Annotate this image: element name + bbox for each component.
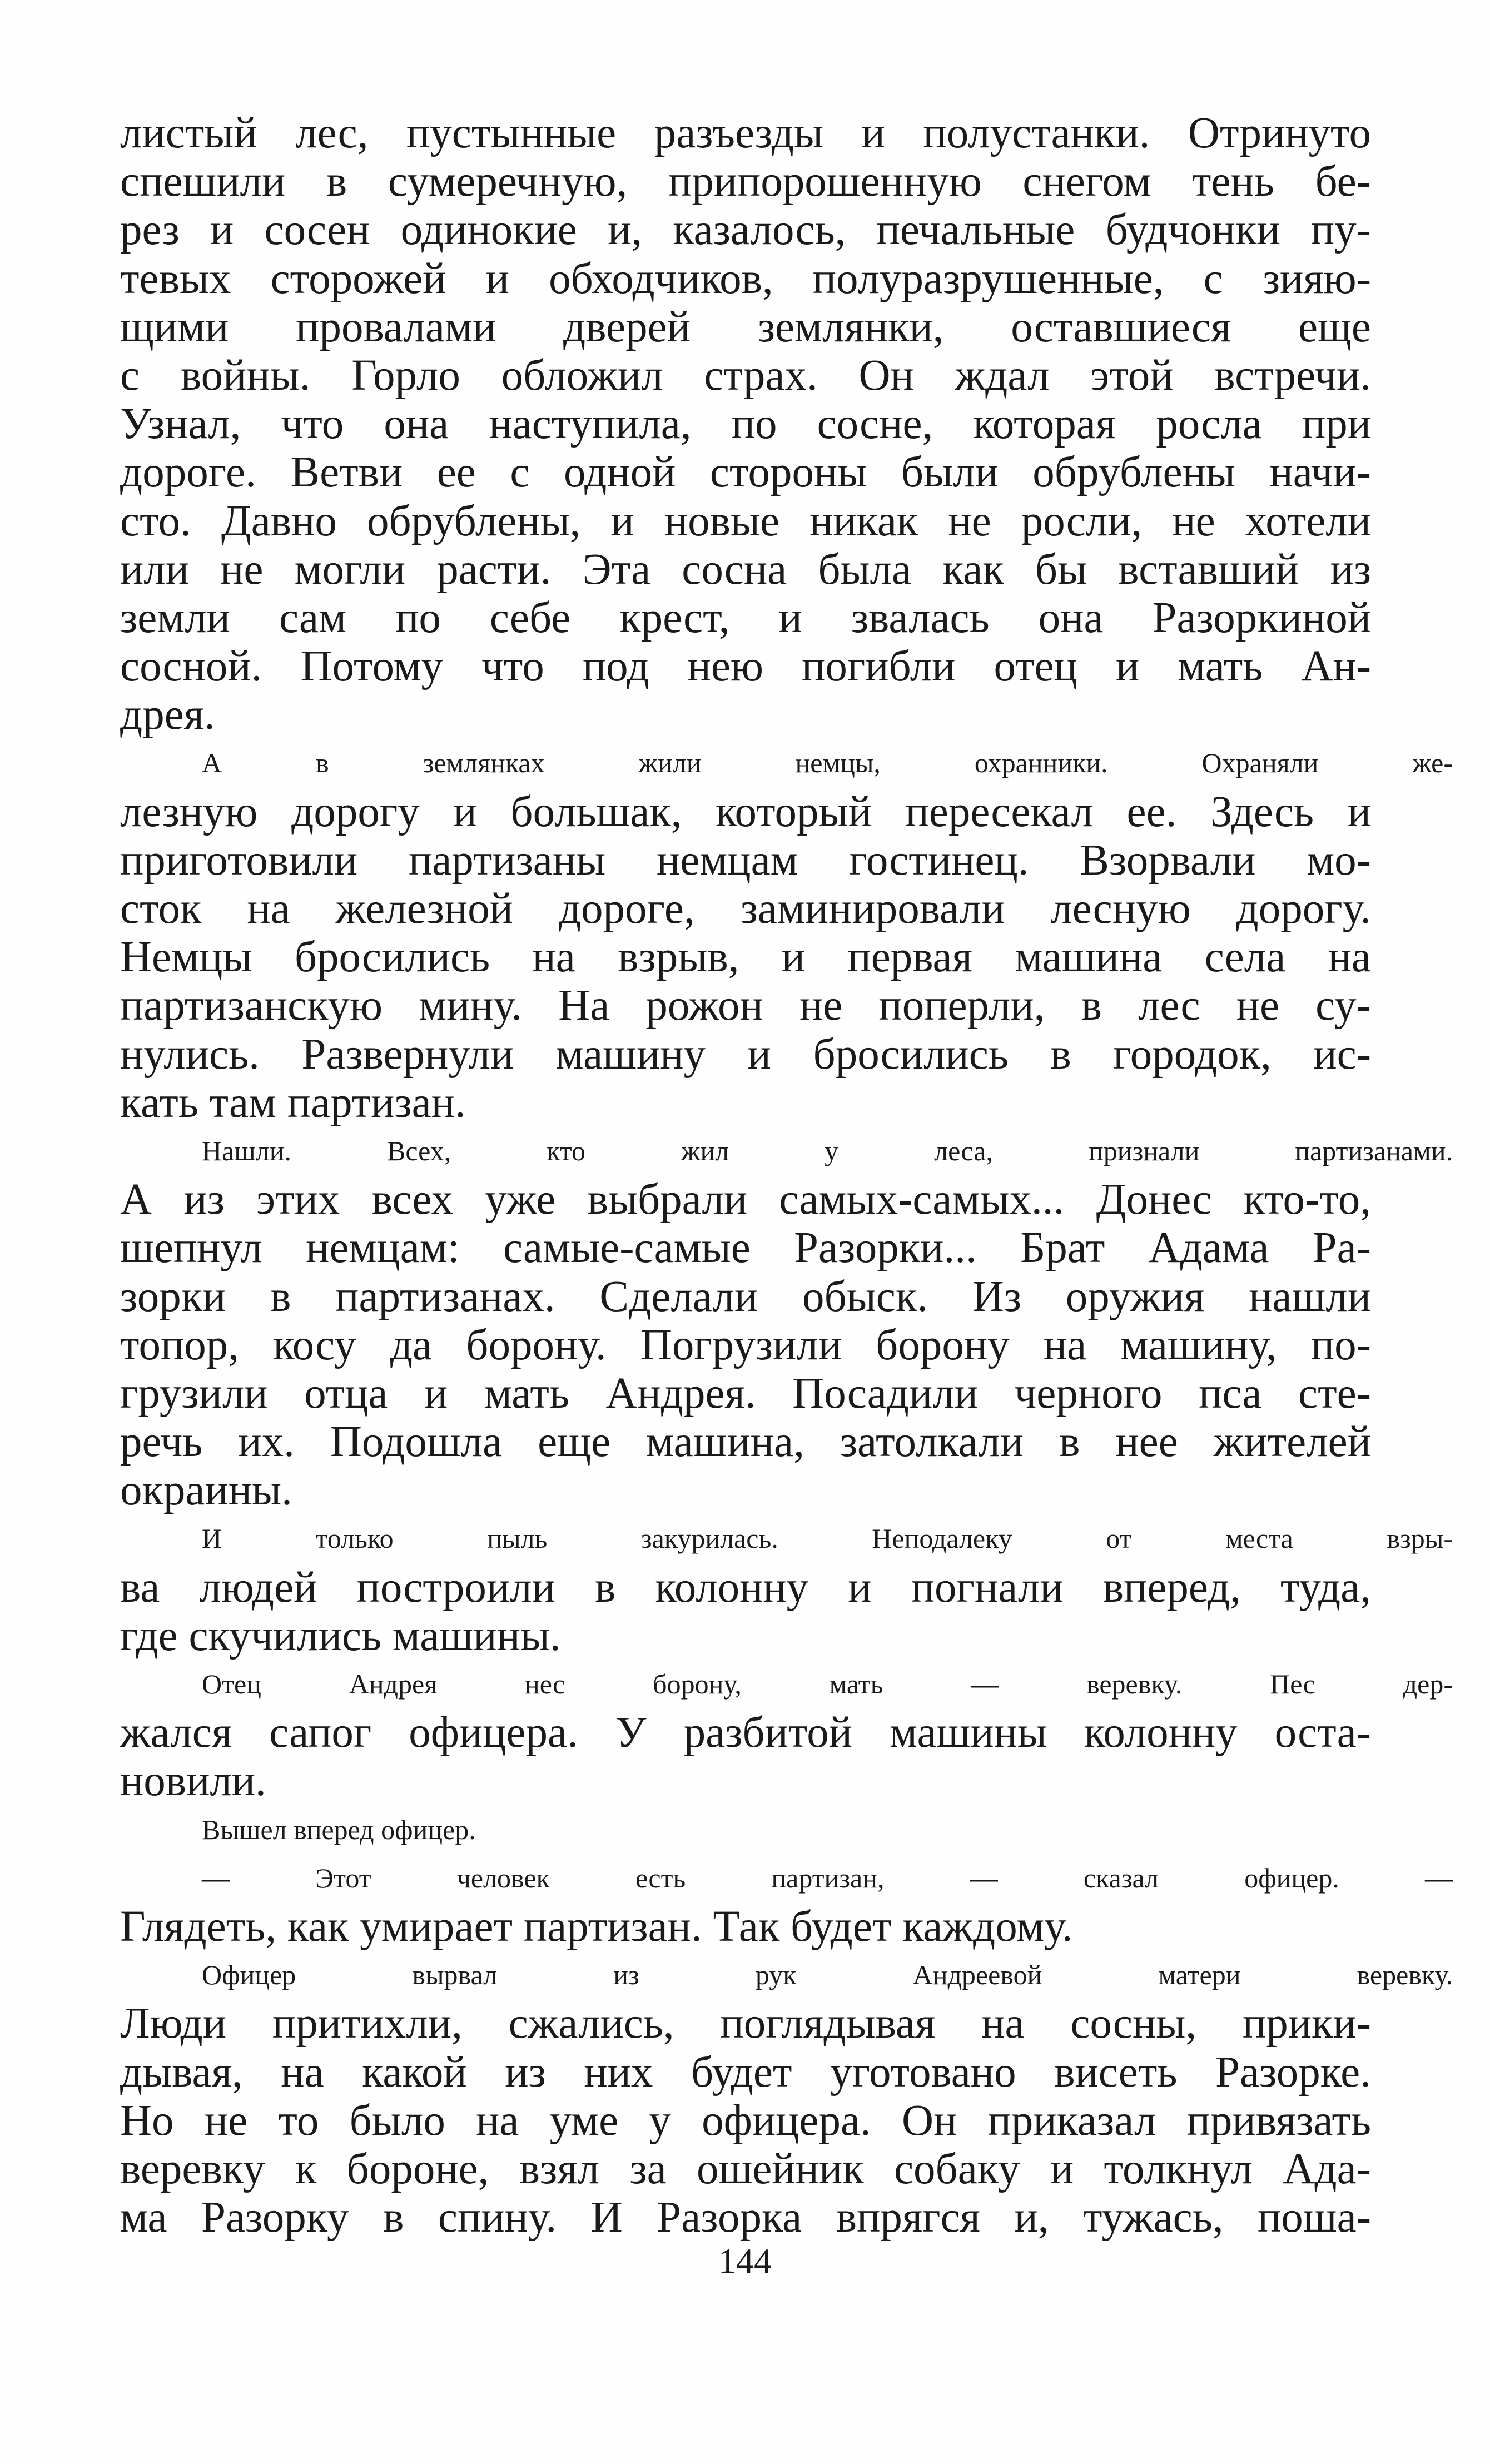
text-line: кать там партизан. (120, 1078, 466, 1127)
text-line: сосной. Потому что под нею погибли отец и мать Ан- (120, 642, 1371, 691)
text-line: ва людей построили в колонну и погнали вперед, туда, (120, 1563, 1371, 1612)
text-line: с войны. Горло обложил страх. Он ждал этой встречи. (120, 351, 1371, 400)
text-line: речь их. Подошла еще машина, затолкали в нее жителей (120, 1418, 1371, 1467)
text-line: А в землянках жили немцы, охранники. Охраняли же- (202, 747, 1453, 779)
text-line: — Этот человек есть партизан, — сказал офицер. — (202, 1862, 1453, 1894)
text-line: дрея. (120, 690, 215, 739)
text-line: тевых сторожей и обходчиков, полуразрушенные, с зияю- (120, 254, 1371, 303)
text-line: жался сапог офицера. У разбитой машины колонну оста- (120, 1708, 1371, 1757)
text-line: окраины. (120, 1466, 292, 1515)
text-line: дороге. Ветви ее с одной стороны были обрублены начи- (120, 448, 1371, 497)
text-line: лезную дорогу и большак, который пересекал ее. Здесь и (120, 787, 1371, 836)
text-line: сто. Давно обрублены, и новые никак не росли, не хотели (120, 496, 1371, 545)
text-line: Офицер вырвал из рук Андреевой матери веревку. (202, 1959, 1453, 1991)
text-line: нулись. Развернули машину и бросились в городок, ис- (120, 1030, 1371, 1079)
text-line: И только пыль закурилась. Неподалеку от места взры- (202, 1523, 1453, 1554)
text-line: щими провалами дверей землянки, оставшиеся еще (120, 302, 1371, 351)
text-line: сток на железной дороге, заминировали лесную дорогу. (120, 885, 1371, 933)
text-line: грузили отца и мать Андрея. Посадили черного пса сте- (120, 1369, 1371, 1418)
text-line: листый лес, пустынные разъезды и полустанки. Отринуто (120, 109, 1371, 157)
text-line: зорки в партизанах. Сделали обыск. Из оружия нашли (120, 1272, 1371, 1321)
text-line: топор, косу да борону. Погрузили борону на машину, по- (120, 1320, 1371, 1369)
text-line: ма Разорку в спину. И Разорка впрягся и, тужась, поша- (120, 2193, 1371, 2242)
text-line: спешили в сумеречную, припорошенную снегом тень бе- (120, 157, 1371, 206)
text-line: Люди притихли, сжались, поглядывая на сосны, прики- (120, 1999, 1371, 2048)
text-line: Немцы бросились на взрыв, и первая машина села на (120, 933, 1371, 982)
text-line: или не могли расти. Эта сосна была как бы вставший из (120, 545, 1371, 594)
text-line: Но не то было на уме у офицера. Он приказал привязать (120, 2096, 1371, 2145)
text-line: Узнал, что она наступила, по сосне, которая росла при (120, 400, 1371, 449)
body-text (120, 109, 1453, 2242)
text-line: партизанскую мину. На рожон не поперли, в лес не су- (120, 981, 1371, 1030)
text-line: Нашли. Всех, кто жил у леса, признали партизанами. (202, 1135, 1453, 1166)
text-line: Глядеть, как умирает партизан. Так будет каждому. (120, 1902, 1073, 1951)
text-line: А из этих всех уже выбрали самых-самых... Донес кто-то, (120, 1175, 1371, 1224)
text-line: дывая, на какой из них будет уготовано висеть Разорке. (120, 2048, 1371, 2097)
text-line: рез и сосен одинокие и, казалось, печальные будчонки пу- (120, 206, 1371, 255)
text-line: новили. (120, 1757, 266, 1806)
text-line: Отец Андрея нес борону, мать — веревку. Пес дер- (202, 1668, 1453, 1700)
text-line: земли сам по себе крест, и звалась она Разоркиной (120, 593, 1371, 642)
text-line: где скучились машины. (120, 1611, 561, 1660)
text-line: Вышел вперед офицер. (202, 1814, 476, 1845)
text-line: веревку к бороне, взял за ошейник собаку и толкнул Ада- (120, 2144, 1371, 2193)
text-line: шепнул немцам: самые-самые Разорки... Брат Адама Ра- (120, 1224, 1371, 1273)
text-line: приготовили партизаны немцам гостинец. Взорвали мо- (120, 836, 1371, 885)
page-number: 144 (718, 2241, 772, 2281)
